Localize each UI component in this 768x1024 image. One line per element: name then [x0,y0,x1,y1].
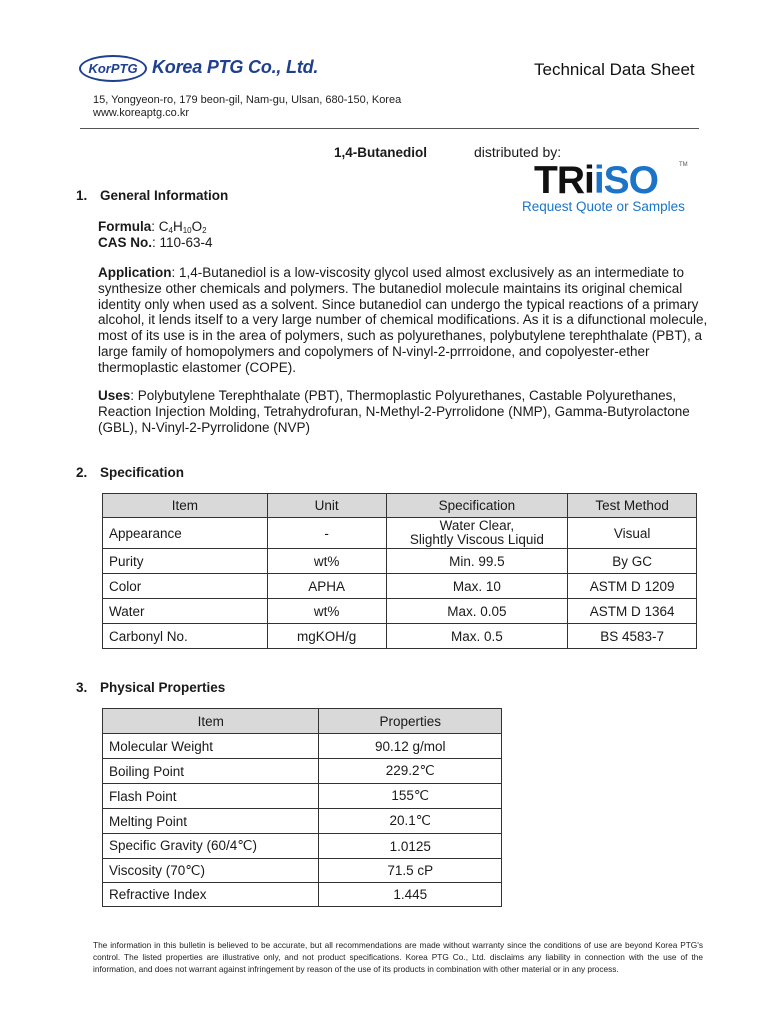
table-cell: wt% [267,549,386,574]
table-cell: By GC [568,549,697,574]
request-quote-link[interactable]: Request Quote or Samples [522,199,685,214]
table-cell: Molecular Weight [103,734,319,759]
table-cell: 155℃ [319,784,502,809]
table-cell: 20.1℃ [319,809,502,834]
formula-subscript-h: 10 [182,226,192,235]
column-header: Properties [319,709,502,734]
table-cell: 90.12 g/mol [319,734,502,759]
uses-paragraph [98,388,710,435]
table-cell: Purity [103,549,268,574]
table-cell: ASTM D 1209 [568,574,697,599]
triiso-logo-part-2: iSO [593,159,659,202]
table-cell: 71.5 cP [319,859,502,883]
table-cell: Max. 10 [386,574,568,599]
distributed-by-label: distributed by: [474,144,562,160]
column-header: Test Method [568,494,697,518]
table-cell: Max. 0.5 [386,624,568,649]
table-row [103,549,697,574]
table-row [103,809,502,834]
korptg-logo [79,55,147,82]
appearance-spec-line-1: Water Clear, [439,518,515,533]
table-cell: Appearance [103,518,268,549]
document-type: Technical Data Sheet [534,60,695,79]
table-cell: 1.445 [319,883,502,907]
column-header: Item [103,494,268,518]
formula-element-o: O [191,219,203,234]
table-row [103,883,502,907]
table-row [103,759,502,784]
company-address: 15, Yongyeon-ro, 179 beon-gil, Nam-gu, Ulsan, 680-150, Korea [93,94,402,106]
application-paragraph [98,265,710,376]
uses-text: : Polybutylene Terephthalate (PBT), Thermoplastic Polyurethanes, Castable Polyurethanes, Reaction Injection Molding, Tetrahydrofuran, N-Methyl-2-Pyrrolidone (NMP), Gamma-Butyrolactone (GBL), N-Vinyl-2-Pyrrolidone (NVP) [98,388,690,435]
table-cell: Carbonyl No. [103,624,268,649]
table-cell: Max. 0.05 [386,599,568,624]
table-cell: Viscosity (70℃) [103,859,319,883]
appearance-spec-line-2: Slightly Viscous Liquid [409,532,544,547]
section-number: 3. [76,680,88,695]
table-row [103,599,697,624]
triiso-logo[interactable] [534,158,658,204]
formula-element-h: H [172,219,183,234]
table-cell [386,518,568,549]
table-cell: BS 4583-7 [568,624,697,649]
section-title: Physical Properties [100,680,226,695]
disclaimer-text: The information in this bulletin is believed to be accurate, but all recommendations are made without warranty since the conditions of use are beyond Korea PTG's control. The listed properties are illustrative only, and not product specifications. Korea PTG Co., Ltd. disclaims any liability in connection with the use of the information, and does not warrant against infringement by reason of the use of its products in combination with other material or in any process. [93,940,703,975]
section-physical-heading [76,680,225,695]
uses-label: Uses [98,388,131,403]
table-cell: 229.2℃ [319,759,502,784]
table-row [103,574,697,599]
specification-table [102,493,697,649]
section-title: Specification [100,465,185,480]
table-cell: Melting Point [103,809,319,834]
table-cell: Flash Point [103,784,319,809]
table-cell: Boiling Point [103,759,319,784]
table-cell: Specific Gravity (60/4℃) [103,834,319,859]
section-title: General Information [100,188,229,203]
table-row [103,624,697,649]
table-row [103,859,502,883]
header-divider [80,128,699,129]
table-cell: - [267,518,386,549]
table-cell: Visual [568,518,697,549]
table-header-row [103,709,502,734]
table-cell: wt% [267,599,386,624]
formula-subscript-c: 4 [168,226,173,235]
column-header: Unit [267,494,386,518]
column-header: Specification [386,494,568,518]
table-header-row [103,494,697,518]
cas-value: : 110-63-4 [152,235,213,250]
formula-element-c: C [158,219,169,234]
logo-abbr: KorPTG [88,61,138,76]
application-text: : 1,4-Butanediol is a low-viscosity glycol used almost exclusively as an intermediate to synthesize other chemicals and polymers. The butanediol molecule maintains its original chemical identity only when used as a solvent. Since butanediol can undergo the typical reactions of a primary alcohol, it lends itself to a very large number of chemical modifications. As it is a difunctional molecule, most of its use is in the area of polymers, such as polyurethanes, polybutylene terephthalate (PBT), a large family of homopolymers and copolymers of N-vinyl-2-prrroidone, and copolyester-ether thermoplastic elastomer (COPE). [98,265,708,375]
section-number: 1. [76,188,88,203]
table-cell: 1.0125 [319,834,502,859]
application-label: Application [98,265,172,280]
company-address-block [93,94,401,120]
section-general-heading [76,188,228,203]
physical-properties-table [102,708,502,907]
table-cell: Color [103,574,268,599]
table-row [103,784,502,809]
formula-label: Formula [98,219,152,234]
table-cell: Refractive Index [103,883,319,907]
section-number: 2. [76,465,88,480]
table-row [103,518,697,549]
formula-line: Formula: $C_4H_{10}O_2$ [98,219,207,235]
table-cell: mgKOH/g [267,624,386,649]
column-header: Item [103,709,319,734]
table-row [103,734,502,759]
table-cell: APHA [267,574,386,599]
table-row [103,834,502,859]
cas-line [98,235,213,251]
company-website: www.koreaptg.co.kr [93,107,189,119]
trademark-mark: TM [679,162,688,168]
cas-label: CAS No. [98,235,152,250]
formula-subscript-o: 2 [202,226,207,235]
triiso-logo-part-1: TRi [534,159,594,202]
product-title: 1,4-Butanediol [334,145,428,160]
table-cell: ASTM D 1364 [568,599,697,624]
section-specification-heading [76,465,184,480]
table-cell: Water [103,599,268,624]
company-name: Korea PTG Co., Ltd. [152,57,319,77]
table-cell: Min. 99.5 [386,549,568,574]
